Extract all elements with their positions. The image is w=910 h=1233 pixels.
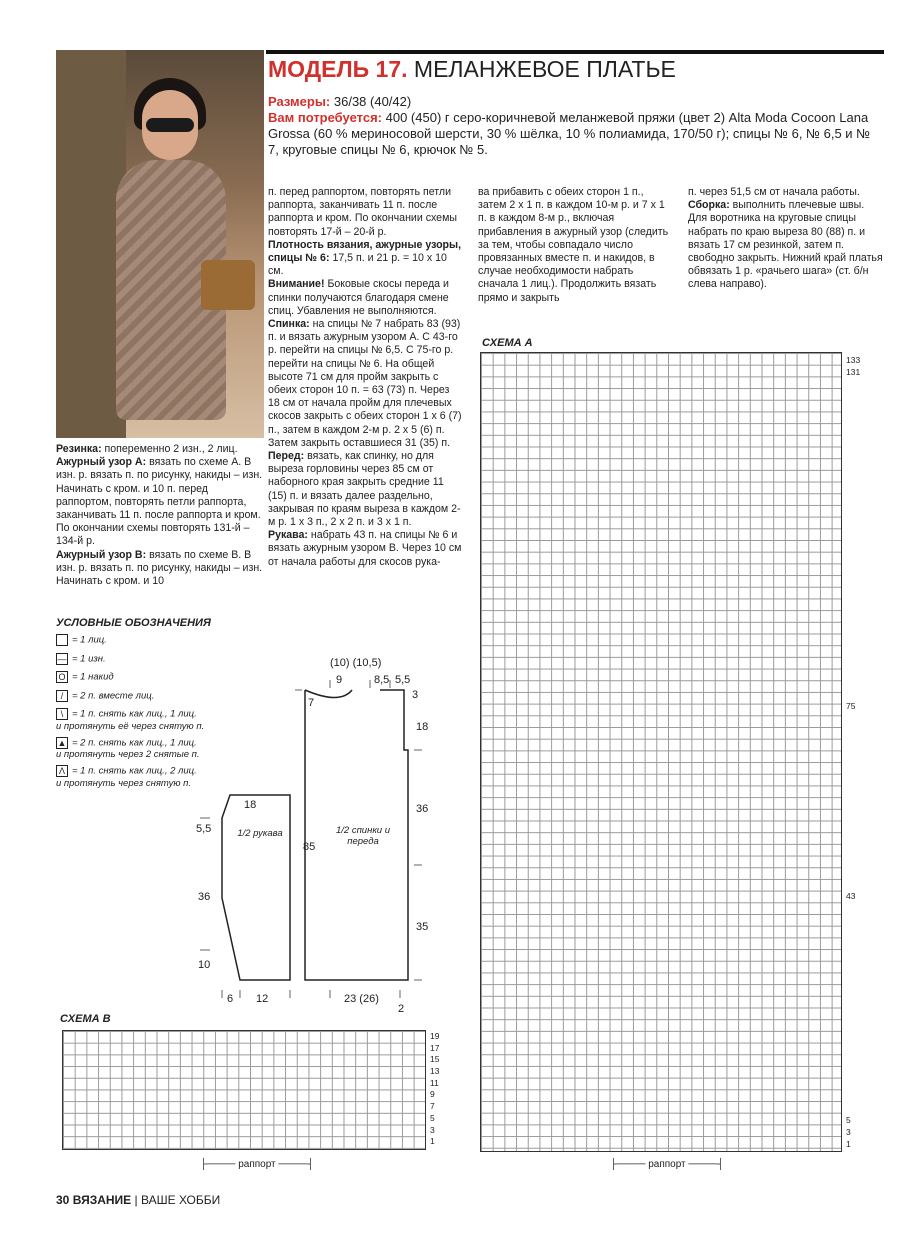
scheme-b-rows — [430, 1031, 450, 1148]
svg-text:18: 18 — [416, 721, 429, 733]
legend-item: Λ = 1 п. снять как лиц., 2 лиц. и протянуть через снятую п. — [56, 765, 197, 789]
svg-text:5,5: 5,5 — [196, 823, 212, 835]
svg-text:10: 10 — [198, 959, 211, 971]
svg-text:36: 36 — [416, 803, 429, 815]
legend-item: = 1 лиц. — [56, 634, 256, 647]
svg-text:9: 9 — [336, 674, 343, 686]
page-title: МОДЕЛЬ 17. МЕЛАНЖЕВОЕ ПЛАТЬЕ — [268, 56, 676, 82]
scheme-a-grid — [480, 352, 842, 1152]
legend-symbol: O — [56, 671, 68, 683]
legend-title: УСЛОВНЫЕ ОБОЗНАЧЕНИЯ — [56, 617, 211, 629]
svg-text:35: 35 — [416, 921, 429, 933]
legend-symbol: \ — [56, 708, 68, 720]
scheme-b-row-number: 13 — [430, 1066, 440, 1077]
scheme-b-row-number: 1 — [430, 1136, 435, 1147]
legend-symbol: — — [57, 653, 67, 664]
row-1: 1 — [846, 1139, 851, 1149]
svg-text:23 (26): 23 (26) — [344, 993, 379, 1005]
svg-text:8,5: 8,5 — [374, 674, 390, 686]
svg-text:12: 12 — [256, 993, 269, 1005]
svg-text:18: 18 — [244, 799, 257, 811]
legend-symbol: Λ — [56, 765, 68, 777]
scheme-b-repeat: ├──── раппорт ────┤ — [200, 1159, 314, 1170]
scheme-b-title: СХЕМА В — [60, 1013, 111, 1025]
legend-symbol: ▲ — [57, 737, 67, 748]
svg-text:5,5: 5,5 — [395, 674, 411, 686]
scheme-a-repeat: ├──── раппорт ────┤ — [610, 1159, 724, 1170]
mid-text: п. перед раппортом, повторять петли раппорта, заканчивать 11 п. после раппорта и кром. По окончании схемы повторять 17-й – 20-й р. Плотность вязания, ажурные узоры, спицы № 6: 17,5 п. и 21 р. = 10 x 10 см. Внимание! Боковые скосы переда и спинки получаются благодаря смене спиц. Убавления не выполняются. Спинка: на спицы № 7 набрать 83 (93) п. и вязать ажурным узором А. С 43-го р. перейти на спицы № 6,5. С 75-го р. перейти на спицы № 6. На общей высоте 71 см для пройм закрыть с обеих сторон 10 п. = 63 (73) п. Через 18 см от начала пройм для плечевых скосов закрыть с обеих сторон 1 x 6 (7) п., затем в каждом 2-м р. 2 x 5 (6) п. Затем закрыть оставшиеся 31 (35) п. Перед: вязать, как спинку, но для выреза горловины через 85 см от наборного края закрыть средние 11 (15) п. и вязать далее раздельно, закрывая по краям выреза в каждом 2-м р. 1 x 3 п., 2 x 2 п. и 3 x 1 п. Рукава: набрать 43 п. на спицы № 6 и вязать ажурным узором В. Через 10 см от начала работы для скосов рука- — [268, 186, 462, 568]
row-133: 133 — [846, 355, 861, 365]
scheme-a-title: СХЕМА А — [482, 337, 533, 349]
legend-item: ▲ = 2 п. снять как лиц., 1 лиц. и протянуть через 2 снятые п. — [56, 737, 200, 761]
col3-text: ва прибавить с обеих сторон 1 п., затем 2 x 1 п. в каждом 10-м р. и 7 x 1 п. в каждом 8-м р., включая прибавления в ажурный узор (следить за тем, чтобы совпадало число провязанных вместе п. и накидов, в случае необходимости набрать сначала 1 лиц.). Продолжить вязать прямо и закрыть — [478, 186, 669, 304]
legend-item: \ = 1 п. снять как лиц., 1 лиц. и протянуть её через снятую п. — [56, 708, 205, 732]
row-43: 43 — [846, 891, 856, 901]
svg-text:6: 6 — [227, 993, 234, 1005]
svg-text:3: 3 — [412, 689, 419, 701]
scheme-b-row-number: 7 — [430, 1101, 435, 1112]
svg-text:36: 36 — [198, 891, 211, 903]
row-75: 75 — [846, 701, 856, 711]
scheme-b-row-number: 3 — [430, 1124, 435, 1135]
scheme-b-row-number: 9 — [430, 1089, 435, 1100]
legend-symbol — [56, 634, 68, 646]
svg-text:2: 2 — [398, 1003, 405, 1015]
scheme-b-row-number: 17 — [430, 1042, 440, 1053]
scheme-b-row-number: 5 — [430, 1112, 435, 1123]
legend-symbol: / — [56, 690, 68, 702]
row-3: 3 — [846, 1127, 851, 1137]
legend-item: / = 2 п. вместе лиц. — [56, 690, 256, 703]
col4-text: п. через 51,5 см от начала работы. Сборка: выполнить плечевые швы. Для воротника на круговые спицы набрать по краю выреза 80 (88) п. и вязать 17 см резинкой, затем п. свободно закрыть. Нижний край платья обвязать 1 р. «рачьего шага» (ст. б/н слева направо). — [688, 186, 883, 291]
footer: 30 ВЯЗАНИЕ | ВАШЕ ХОББИ — [56, 1193, 221, 1207]
pattern-drawing: (10) (10,5) 9 8,5 5,5 3 7 18 36 85 35 23 (26) 2 18 5,5 36 10 6 12 1/2 спинки и переда 1/2 рукава — [196, 657, 429, 1015]
title-rule — [266, 50, 884, 54]
dim-top: (10) (10,5) — [330, 657, 382, 669]
scheme-b-row-number: 19 — [430, 1031, 440, 1041]
svg-text:85: 85 — [303, 841, 316, 853]
row-5: 5 — [846, 1115, 851, 1125]
legend-item: O = 1 накид — [56, 671, 256, 684]
model-photo — [56, 50, 264, 438]
row-131: 131 — [846, 367, 861, 377]
scheme-b-row-number: 15 — [430, 1054, 440, 1065]
sizes-block: Размеры: 36/38 (40/42) Вам потребуется: 400 (450) г серо-коричневой меланжевой пряжи (цвет 2) Alta Moda Cocoon Lana Grossa (60 % мериносовой шерсти, 30 % шёлка, 10 % полиамида, 170/50 г); спицы № 6, № 6,5 и № 7, круговые спицы № 6, крючок № 5. — [268, 94, 871, 157]
svg-text:7: 7 — [308, 697, 315, 709]
scheme-b-grid — [62, 1030, 426, 1150]
left-text: Резинка: попеременно 2 изн., 2 лиц. Ажурный узор А: вязать по схеме А. В изн. р. вязать п. по рисунку, накиды – изн. Начинать с кром. и 10 п. перед раппортом, повторять петли раппорта, заканчивать 11 п. после раппорта и кром. По окончании схемы повторять 131-й – 134-й р. Ажурный узор В: вязать по схеме В. В изн. р. вязать п. по рисунку, накиды – изн. Начинать с кром. и 10 — [56, 443, 263, 588]
scheme-b-row-number: 11 — [430, 1077, 439, 1088]
legend-item: — = 1 изн. — [57, 653, 106, 665]
